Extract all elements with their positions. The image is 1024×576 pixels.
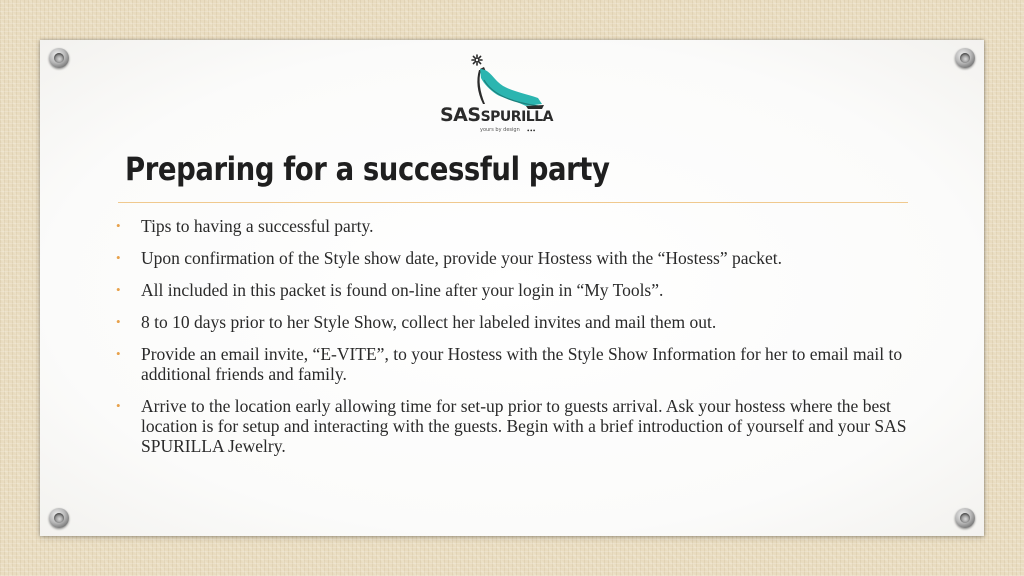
bullet-item [114,312,914,332]
bullet-list [114,216,914,468]
bullet-text: Tips to having a successful party. [141,216,374,236]
bullet-marker: • [116,398,121,413]
bullet-item [114,216,914,236]
bullet-item [114,344,914,384]
slide-card [40,40,984,536]
bullet-marker: • [116,282,121,297]
grommet-icon [955,48,975,68]
flower-icon [472,55,482,65]
logo-dots: ••• [527,127,536,135]
bullet-text: Provide an email invite, “E-VITE”, to your Hostess with the Style Show Information for her to email mail to additional friends and family. [141,344,903,384]
grommet-icon [955,508,975,528]
slide-title: Preparing for a successful party [125,150,610,188]
grommet-icon [49,48,69,68]
logo-brand-sas: SAS [440,104,481,126]
bullet-text: Upon confirmation of the Style show date, provide your Hostess with the “Hostess” packet. [141,248,783,268]
bullet-marker: • [116,346,121,361]
bullet-text: All included in this packet is found on-line after your login in “My Tools”. [141,280,664,300]
bullet-item [114,396,914,456]
bullet-item [114,280,914,300]
bullet-marker: • [116,314,121,329]
bullet-item [114,248,914,268]
sasspurilla-logo [440,54,552,140]
grommet-icon [49,508,69,528]
bullet-marker: • [116,218,121,233]
bullet-marker: • [116,250,121,265]
logo-brand-spurilla: SPURILLA [480,109,553,125]
bullet-text: Arrive to the location early allowing time for set-up prior to guests arrival. Ask your hostess where the best location is for setup and interacting with the guests. Begin with a brief introduction of yourself and your SAS SPURILLA Jewelry. [141,396,907,456]
logo-tagline: yours by design [480,127,520,133]
bullet-text: 8 to 10 days prior to her Style Show, collect her labeled invites and mail them out. [141,312,717,332]
logo-wordmark [440,106,553,125]
title-underline [118,202,908,203]
